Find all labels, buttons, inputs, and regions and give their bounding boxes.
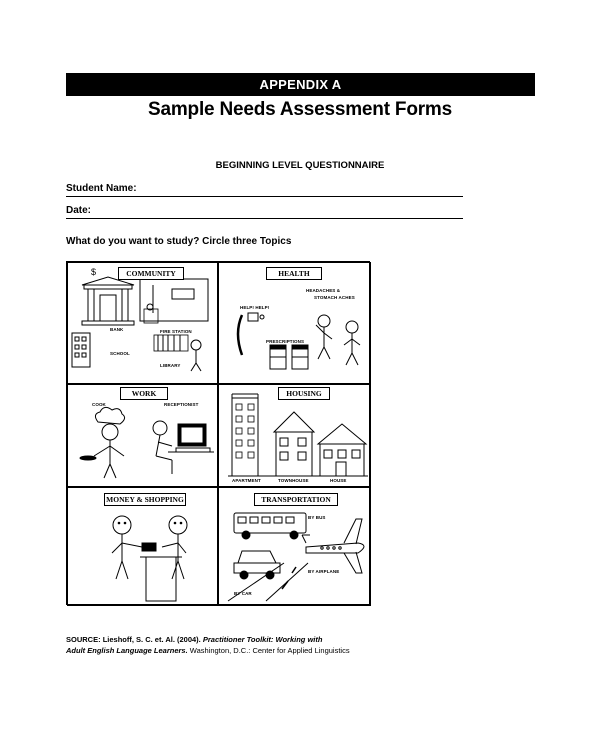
topic-money-shopping[interactable] (67, 486, 219, 606)
transportation-label-airplane: BY AIRPLANE (308, 569, 340, 574)
money-shopping-title: MONEY & SHOPPING (104, 493, 186, 506)
community-title: COMMUNITY (118, 267, 184, 280)
appendix-banner: APPENDIX A (66, 73, 535, 96)
topic-work[interactable] (67, 383, 219, 488)
student-name-label: Student Name: (66, 183, 137, 194)
housing-label-apartment: APARTMENT (232, 478, 261, 483)
source-authors: Lieshoff, S. C. et. Al. (2004). (102, 635, 201, 644)
source-title-line1: Practitioner Toolkit: Working with (202, 635, 323, 644)
health-label-headaches: HEADACHES & (306, 288, 341, 293)
topic-community[interactable] (67, 262, 219, 385)
community-label-bank: BANK (110, 327, 124, 332)
work-label-receptionist: RECEPTIONIST (164, 402, 199, 407)
student-name-field[interactable] (66, 183, 463, 197)
transportation-label-car: BY CAR (234, 591, 252, 596)
community-illustration (68, 263, 218, 384)
transportation-label-bus: BY BUS (308, 515, 326, 520)
questionnaire-heading: BEGINNING LEVEL QUESTIONNAIRE (215, 160, 385, 171)
topic-prompt: What do you want to study? Circle three Topics (66, 236, 292, 247)
health-illustration (218, 263, 370, 384)
work-title: WORK (120, 387, 168, 400)
community-label-fire-station: FIRE STATION (160, 329, 192, 334)
health-label-stomach: STOMACH ACHES (314, 295, 355, 300)
health-title: HEALTH (266, 267, 322, 280)
housing-label-townhouse: TOWNHOUSE (278, 478, 309, 483)
source-title-line2: Adult English Language Learners. (66, 646, 188, 655)
community-label-school: SCHOOL (110, 351, 130, 356)
document-title: Sample Needs Assessment Forms (148, 99, 452, 120)
housing-label-house: HOUSE (330, 478, 347, 483)
date-label: Date: (66, 205, 92, 216)
source-publisher: Washington, D.C.: Center for Applied Linguistics (189, 646, 350, 655)
work-label-cook: COOK (92, 402, 106, 407)
source-citation (66, 634, 350, 656)
svg-text:$: $ (91, 267, 97, 277)
housing-title: HOUSING (278, 387, 330, 400)
topic-grid (66, 261, 370, 605)
health-label-help: HELP! HELP! (240, 305, 270, 310)
source-prefix: SOURCE: (66, 635, 101, 644)
topic-transportation[interactable] (217, 486, 371, 606)
community-label-library: LIBRARY (160, 363, 181, 368)
topic-health[interactable] (217, 262, 371, 385)
transportation-title: TRANSPORTATION (254, 493, 338, 506)
date-field[interactable] (66, 205, 463, 219)
health-label-prescriptions: PRESCRIPTIONS (266, 339, 305, 344)
topic-housing[interactable] (217, 383, 371, 488)
